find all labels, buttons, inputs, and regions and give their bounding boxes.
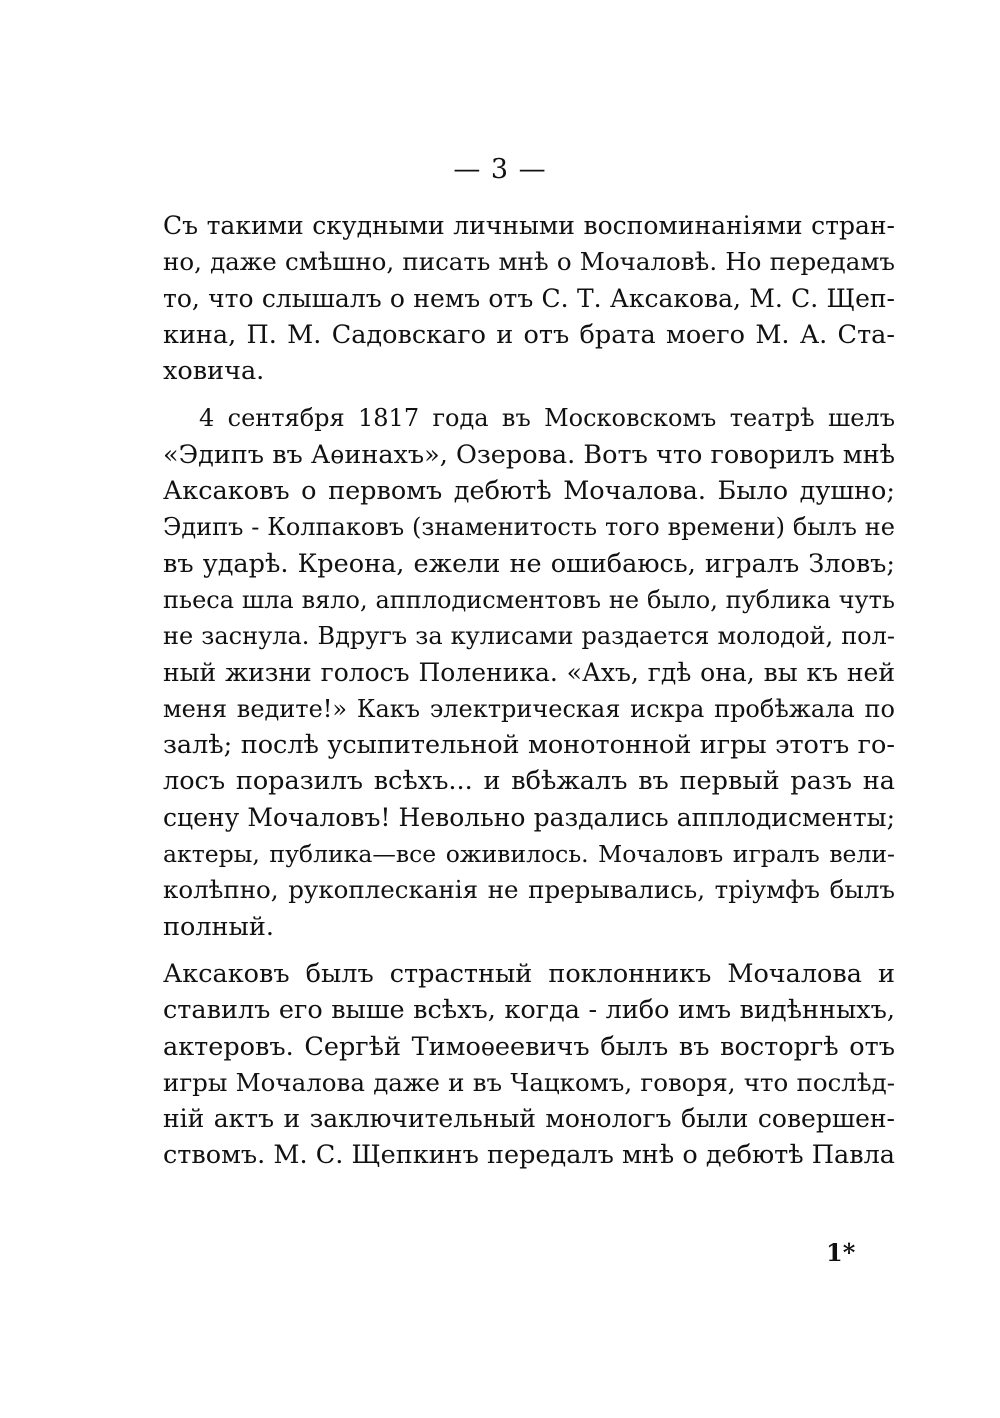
text-line: игры Мочалова даже и въ Чацкомъ, говоря, что послѣд- <box>163 1067 895 1097</box>
body-text <box>163 208 895 1174</box>
paragraph-1 <box>163 208 895 389</box>
text-line: актеры, публика—все оживилось. Мочаловъ игралъ вели- <box>163 840 895 869</box>
text-line: кина, П. М. Садовскаго и отъ брата моего М. А. Ста- <box>163 319 895 350</box>
text-line: но, даже смѣшно, писать мнѣ о Мочаловѣ. Но передамъ <box>163 247 895 277</box>
paragraph-3 <box>163 956 895 1174</box>
text-line: въ ударѣ. Креона, ежели не ошибаюсь, игралъ Зловъ; <box>163 548 895 579</box>
text-line: актеровъ. Сергѣй Тимоѳеевичъ былъ въ восторгѣ отъ <box>163 1031 895 1062</box>
text-line: то, что слышалъ о немъ отъ С. Т. Аксакова, М. С. Щеп- <box>163 283 895 313</box>
text-line: Эдипъ - Колпаковъ (знаменитость того времени) былъ не <box>163 513 895 542</box>
text-line: ній актъ и заключительный монологъ были совершен- <box>163 1104 895 1134</box>
text-line: пьеса шла вяло, апплодисментовъ не было, публика чуть <box>163 585 895 614</box>
signature-mark: 1* <box>826 1238 856 1267</box>
text-line: Аксаковъ былъ страстный поклонникъ Мочалова и <box>163 958 895 989</box>
paragraph-2 <box>163 400 895 944</box>
text-line: ствомъ. М. С. Щепкинъ передалъ мнѣ о дебютѣ Павла <box>163 1140 895 1171</box>
text-line: Съ такими скудными личными воспоминаніями стран- <box>163 211 895 240</box>
text-line: «Эдипъ въ Аѳинахъ», Озерова. Вотъ что говорилъ мнѣ <box>163 439 895 470</box>
text-line: ховича. <box>163 356 265 387</box>
text-line: ный жизни голосъ Поленика. «Ахъ, гдѣ она, вы къ ней <box>163 657 895 687</box>
text-line: залѣ; послѣ усыпительной монотонной игры этотъ го- <box>163 730 895 761</box>
text-line: 4 сентября 1817 года въ Московскомъ театрѣ шелъ <box>199 404 895 433</box>
text-line: колѣпно, рукоплесканія не прерывались, тріумфъ былъ <box>163 875 895 905</box>
text-line: лосъ поразилъ всѣхъ... и вбѣжалъ въ первый разъ на <box>163 766 895 797</box>
text-line: сцену Мочаловъ! Невольно раздались апплодисменты; <box>163 802 895 832</box>
page-number: — 3 — <box>453 154 547 185</box>
text-line: Аксаковъ о первомъ дебютѣ Мочалова. Было душно; <box>163 476 895 507</box>
text-line: не заснула. Вдругъ за кулисами раздается молодой, пол- <box>163 622 895 651</box>
text-line: меня ведите!» Какъ электрическая искра пробѣжала по <box>163 694 895 723</box>
text-line: полный. <box>163 911 274 942</box>
text-line: ставилъ его выше всѣхъ, когда - либо имъ видѣнныхъ, <box>163 995 895 1026</box>
